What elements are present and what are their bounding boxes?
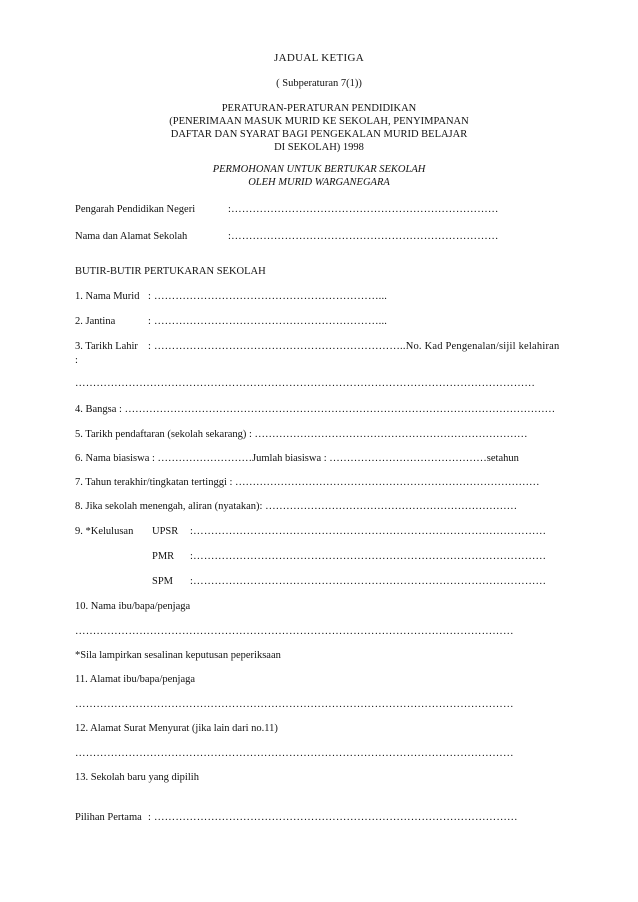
director-field[interactable]: :………………………………………………………………… [228, 204, 499, 215]
schedule-title: JADUAL KETIGA [274, 52, 364, 64]
upsr-field[interactable]: :……………………………………………………………………………………… [190, 526, 547, 537]
new-school-label: 13. Sekolah baru yang dipilih [75, 772, 199, 783]
guardian-address-label: 11. Alamat ibu/bapa/penjaga [75, 674, 196, 685]
ic-number-field[interactable]: ………………………………………………………………………………………………………………… [75, 378, 536, 389]
student-name-field[interactable]: : ………………………………………………………... [148, 291, 388, 302]
regulation-line-4: DI SEKOLAH) 1998 [274, 142, 364, 153]
spm-field[interactable]: :……………………………………………………………………………………… [190, 576, 547, 587]
mailing-address-field[interactable]: …………………………………………………………………………………………………………… [75, 748, 514, 759]
scholarship-field[interactable]: 6. Nama biasiswa : ………………………Jumlah biasiswa : ………………………………………setahun [75, 453, 519, 464]
school-label: Nama dan Alamat Sekolah [75, 231, 188, 242]
guardian-name-field[interactable]: …………………………………………………………………………………………………………… [75, 626, 514, 637]
first-choice-label: Pilihan Pertama [75, 812, 142, 823]
form-title-line-2: OLEH MURID WARGANEGARA [248, 177, 390, 188]
birthdate-colon: : [75, 355, 78, 366]
schedule-subtitle: ( Subperaturan 7(1)) [276, 78, 362, 89]
school-field[interactable]: :………………………………………………………………… [228, 231, 499, 242]
regulation-line-3: DAFTAR DAN SYARAT BAGI PENGEKALAN MURID BELAJAR [170, 129, 468, 140]
student-name-label: 1. Nama Murid [75, 291, 140, 302]
registration-date-field[interactable]: 5. Tarikh pendaftaran (sekolah sekarang) : …………………………………………………………………… [75, 429, 528, 440]
first-choice-field[interactable]: : ………………………………………………………………………………………… [148, 812, 518, 823]
gender-label: 2. Jantina [75, 316, 116, 327]
birthdate-label: 3. Tarikh Lahir [75, 341, 138, 352]
form-title-line-1: PERMOHONAN UNTUK BERTUKAR SEKOLAH [212, 164, 426, 175]
last-year-field[interactable]: 7. Tahun terakhir/tingkatan tertinggi : …………………………………………………………………………… [75, 477, 540, 488]
race-field[interactable]: 4. Bangsa : …………………………………………………………………………………………………………… [75, 404, 556, 415]
regulation-line-1: PERATURAN-PERATURAN PENDIDIKAN [221, 103, 417, 114]
stream-field[interactable]: 8. Jika sekolah menengah, aliran (nyatakan): ……………………………………………………………… [75, 501, 518, 512]
director-label: Pengarah Pendidikan Negeri [75, 204, 196, 215]
guardian-name-label: 10. Nama ibu/bapa/penjaga [75, 601, 191, 612]
section-heading: BUTIR-BUTIR PERTUKARAN SEKOLAH [75, 266, 266, 277]
regulation-line-2: (PENERIMAAN MASUK MURID KE SEKOLAH, PENYIMPANAN [169, 116, 469, 127]
attachment-note: *Sila lampirkan sesalinan keputusan peperiksaan [75, 650, 281, 661]
pmr-field[interactable]: :……………………………………………………………………………………… [190, 551, 547, 562]
gender-field[interactable]: : ………………………………………………………... [148, 316, 388, 327]
qualification-label: 9. *Kelulusan [75, 526, 134, 537]
pmr-label: PMR [152, 551, 175, 562]
upsr-label: UPSR [152, 526, 179, 537]
mailing-address-label: 12. Alamat Surat Menyurat (jika lain dari no.11) [75, 723, 278, 734]
spm-label: SPM [152, 576, 174, 587]
guardian-address-field[interactable]: …………………………………………………………………………………………………………… [75, 699, 514, 710]
birthdate-field[interactable]: : ……………………………………………………………..No. Kad Pengenalan/sijil kelahiran [148, 341, 560, 352]
